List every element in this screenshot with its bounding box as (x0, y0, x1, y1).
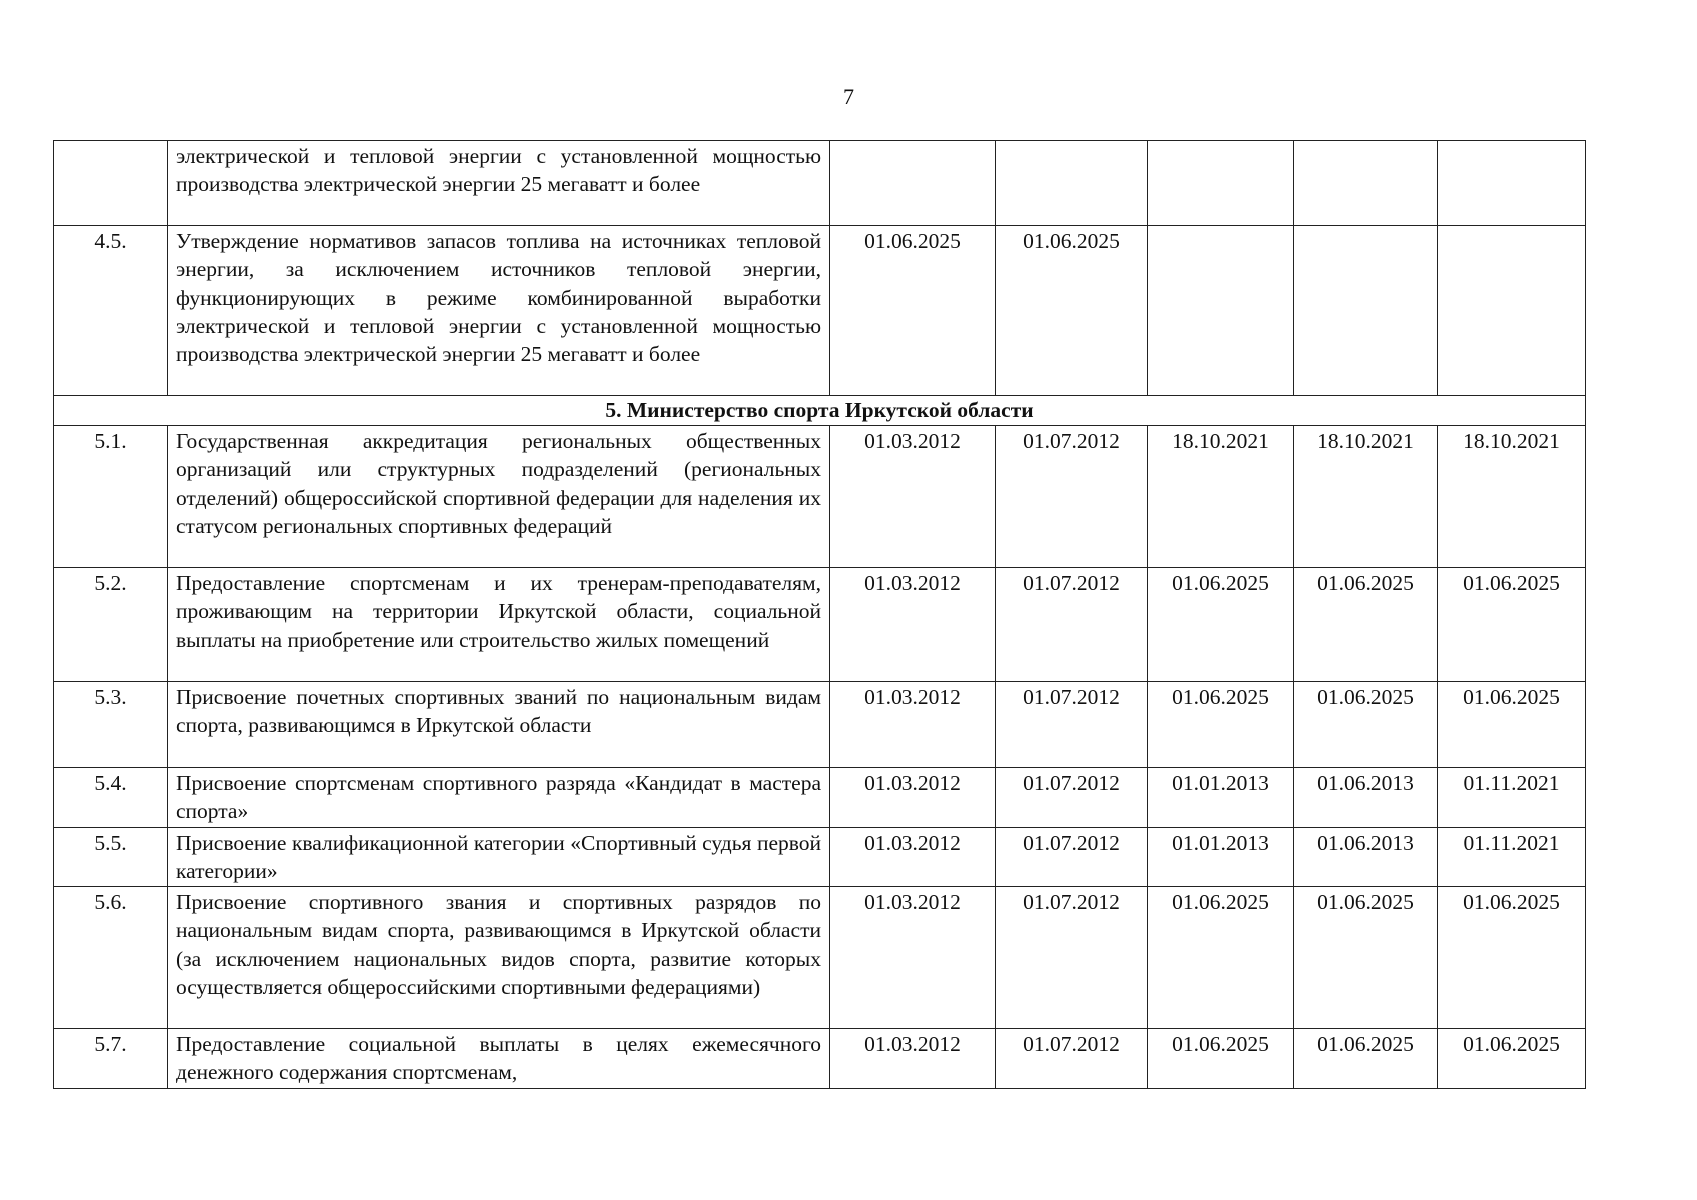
row-number: 5.4. (54, 768, 168, 828)
date-cell: 01.07.2012 (996, 887, 1148, 1029)
table-row (54, 141, 1586, 226)
date-cell: 01.01.2013 (1148, 827, 1294, 887)
date-cell: 01.06.2025 (830, 226, 996, 396)
date-cell (996, 141, 1148, 226)
date-cell: 01.03.2012 (830, 887, 996, 1029)
date-cell: 01.06.2025 (1148, 887, 1294, 1029)
row-number: 5.3. (54, 682, 168, 768)
service-description: Государственная аккредитация региональных общественных организаций или структурных подразделений (региональных отделений) общероссийской спортивной федерации для наделения их статусом региональных спортивных федераций (168, 426, 830, 568)
date-cell: 01.06.2025 (1294, 568, 1438, 682)
date-cell: 01.07.2012 (996, 827, 1148, 887)
service-description: Присвоение квалификационной категории «Спортивный судья первой категории» (168, 827, 830, 887)
row-number: 5.1. (54, 426, 168, 568)
date-cell (1294, 141, 1438, 226)
date-cell (830, 141, 996, 226)
date-cell: 01.06.2025 (1438, 682, 1586, 768)
date-cell: 01.03.2012 (830, 1029, 996, 1089)
row-number: 4.5. (54, 226, 168, 396)
date-cell: 01.06.2013 (1294, 827, 1438, 887)
date-cell: 01.06.2025 (1148, 1029, 1294, 1089)
table-row (54, 426, 1586, 568)
date-cell: 01.06.2025 (1294, 887, 1438, 1029)
date-cell: 01.06.2025 (996, 226, 1148, 396)
date-cell: 01.06.2013 (1294, 768, 1438, 828)
date-cell: 01.11.2021 (1438, 827, 1586, 887)
date-cell: 01.03.2012 (830, 426, 996, 568)
date-cell: 18.10.2021 (1294, 426, 1438, 568)
service-description: Присвоение почетных спортивных званий по национальным видам спорта, развивающимся в Иркутской области (168, 682, 830, 768)
service-description: Присвоение спортивного звания и спортивных разрядов по национальным видам спорта, развивающимся в Иркутской области (за исключением национальных видов спорта, развитие которых осуществляется общероссийскими спортивными федерациями) (168, 887, 830, 1029)
row-number: 5.7. (54, 1029, 168, 1089)
date-cell (1148, 226, 1294, 396)
service-description: Присвоение спортсменам спортивного разряда «Кандидат в мастера спорта» (168, 768, 830, 828)
row-number: 5.2. (54, 568, 168, 682)
table-row (54, 827, 1586, 887)
table-row (54, 887, 1586, 1029)
date-cell: 01.06.2025 (1438, 568, 1586, 682)
section-header-row (54, 396, 1586, 426)
date-cell: 01.03.2012 (830, 768, 996, 828)
table-row (54, 1029, 1586, 1089)
date-cell: 01.07.2012 (996, 426, 1148, 568)
row-number: 5.6. (54, 887, 168, 1029)
date-cell: 01.07.2012 (996, 682, 1148, 768)
table-row (54, 682, 1586, 768)
date-cell: 01.03.2012 (830, 568, 996, 682)
date-cell: 01.06.2025 (1438, 1029, 1586, 1089)
date-cell (1294, 226, 1438, 396)
date-cell: 01.06.2025 (1438, 887, 1586, 1029)
table-row (54, 568, 1586, 682)
table-row (54, 768, 1586, 828)
table-row (54, 226, 1586, 396)
date-cell: 01.06.2025 (1294, 1029, 1438, 1089)
date-cell: 01.03.2012 (830, 682, 996, 768)
section-title: 5. Министерство спорта Иркутской области (54, 396, 1586, 426)
date-cell: 01.06.2025 (1294, 682, 1438, 768)
date-cell: 01.01.2013 (1148, 768, 1294, 828)
date-cell: 18.10.2021 (1148, 426, 1294, 568)
row-number: 5.5. (54, 827, 168, 887)
date-cell: 18.10.2021 (1438, 426, 1586, 568)
date-cell: 01.11.2021 (1438, 768, 1586, 828)
row-number (54, 141, 168, 226)
date-cell: 01.06.2025 (1148, 682, 1294, 768)
date-cell (1438, 141, 1586, 226)
page-number: 7 (843, 84, 854, 109)
date-cell: 01.03.2012 (830, 827, 996, 887)
date-cell: 01.07.2012 (996, 568, 1148, 682)
service-description: электрической и тепловой энергии с установленной мощностью производства электрической энергии 25 мегаватт и более (168, 141, 830, 226)
date-cell: 01.07.2012 (996, 1029, 1148, 1089)
service-description: Предоставление социальной выплаты в целях ежемесячного денежного содержания спортсменам, (168, 1029, 830, 1089)
service-description: Утверждение нормативов запасов топлива на источниках тепловой энергии, за исключением источников тепловой энергии, функционирующих в режиме комбинированной выработки электрической и тепловой энергии с установленной мощностью производства электрической энергии 25 мегаватт и более (168, 226, 830, 396)
service-description: Предоставление спортсменам и их тренерам-преподавателям, проживающим на территории Иркутской области, социальной выплаты на приобретение или строительство жилых помещений (168, 568, 830, 682)
date-cell: 01.06.2025 (1148, 568, 1294, 682)
date-cell: 01.07.2012 (996, 768, 1148, 828)
date-cell (1148, 141, 1294, 226)
date-cell (1438, 226, 1586, 396)
services-table (53, 140, 1586, 1089)
